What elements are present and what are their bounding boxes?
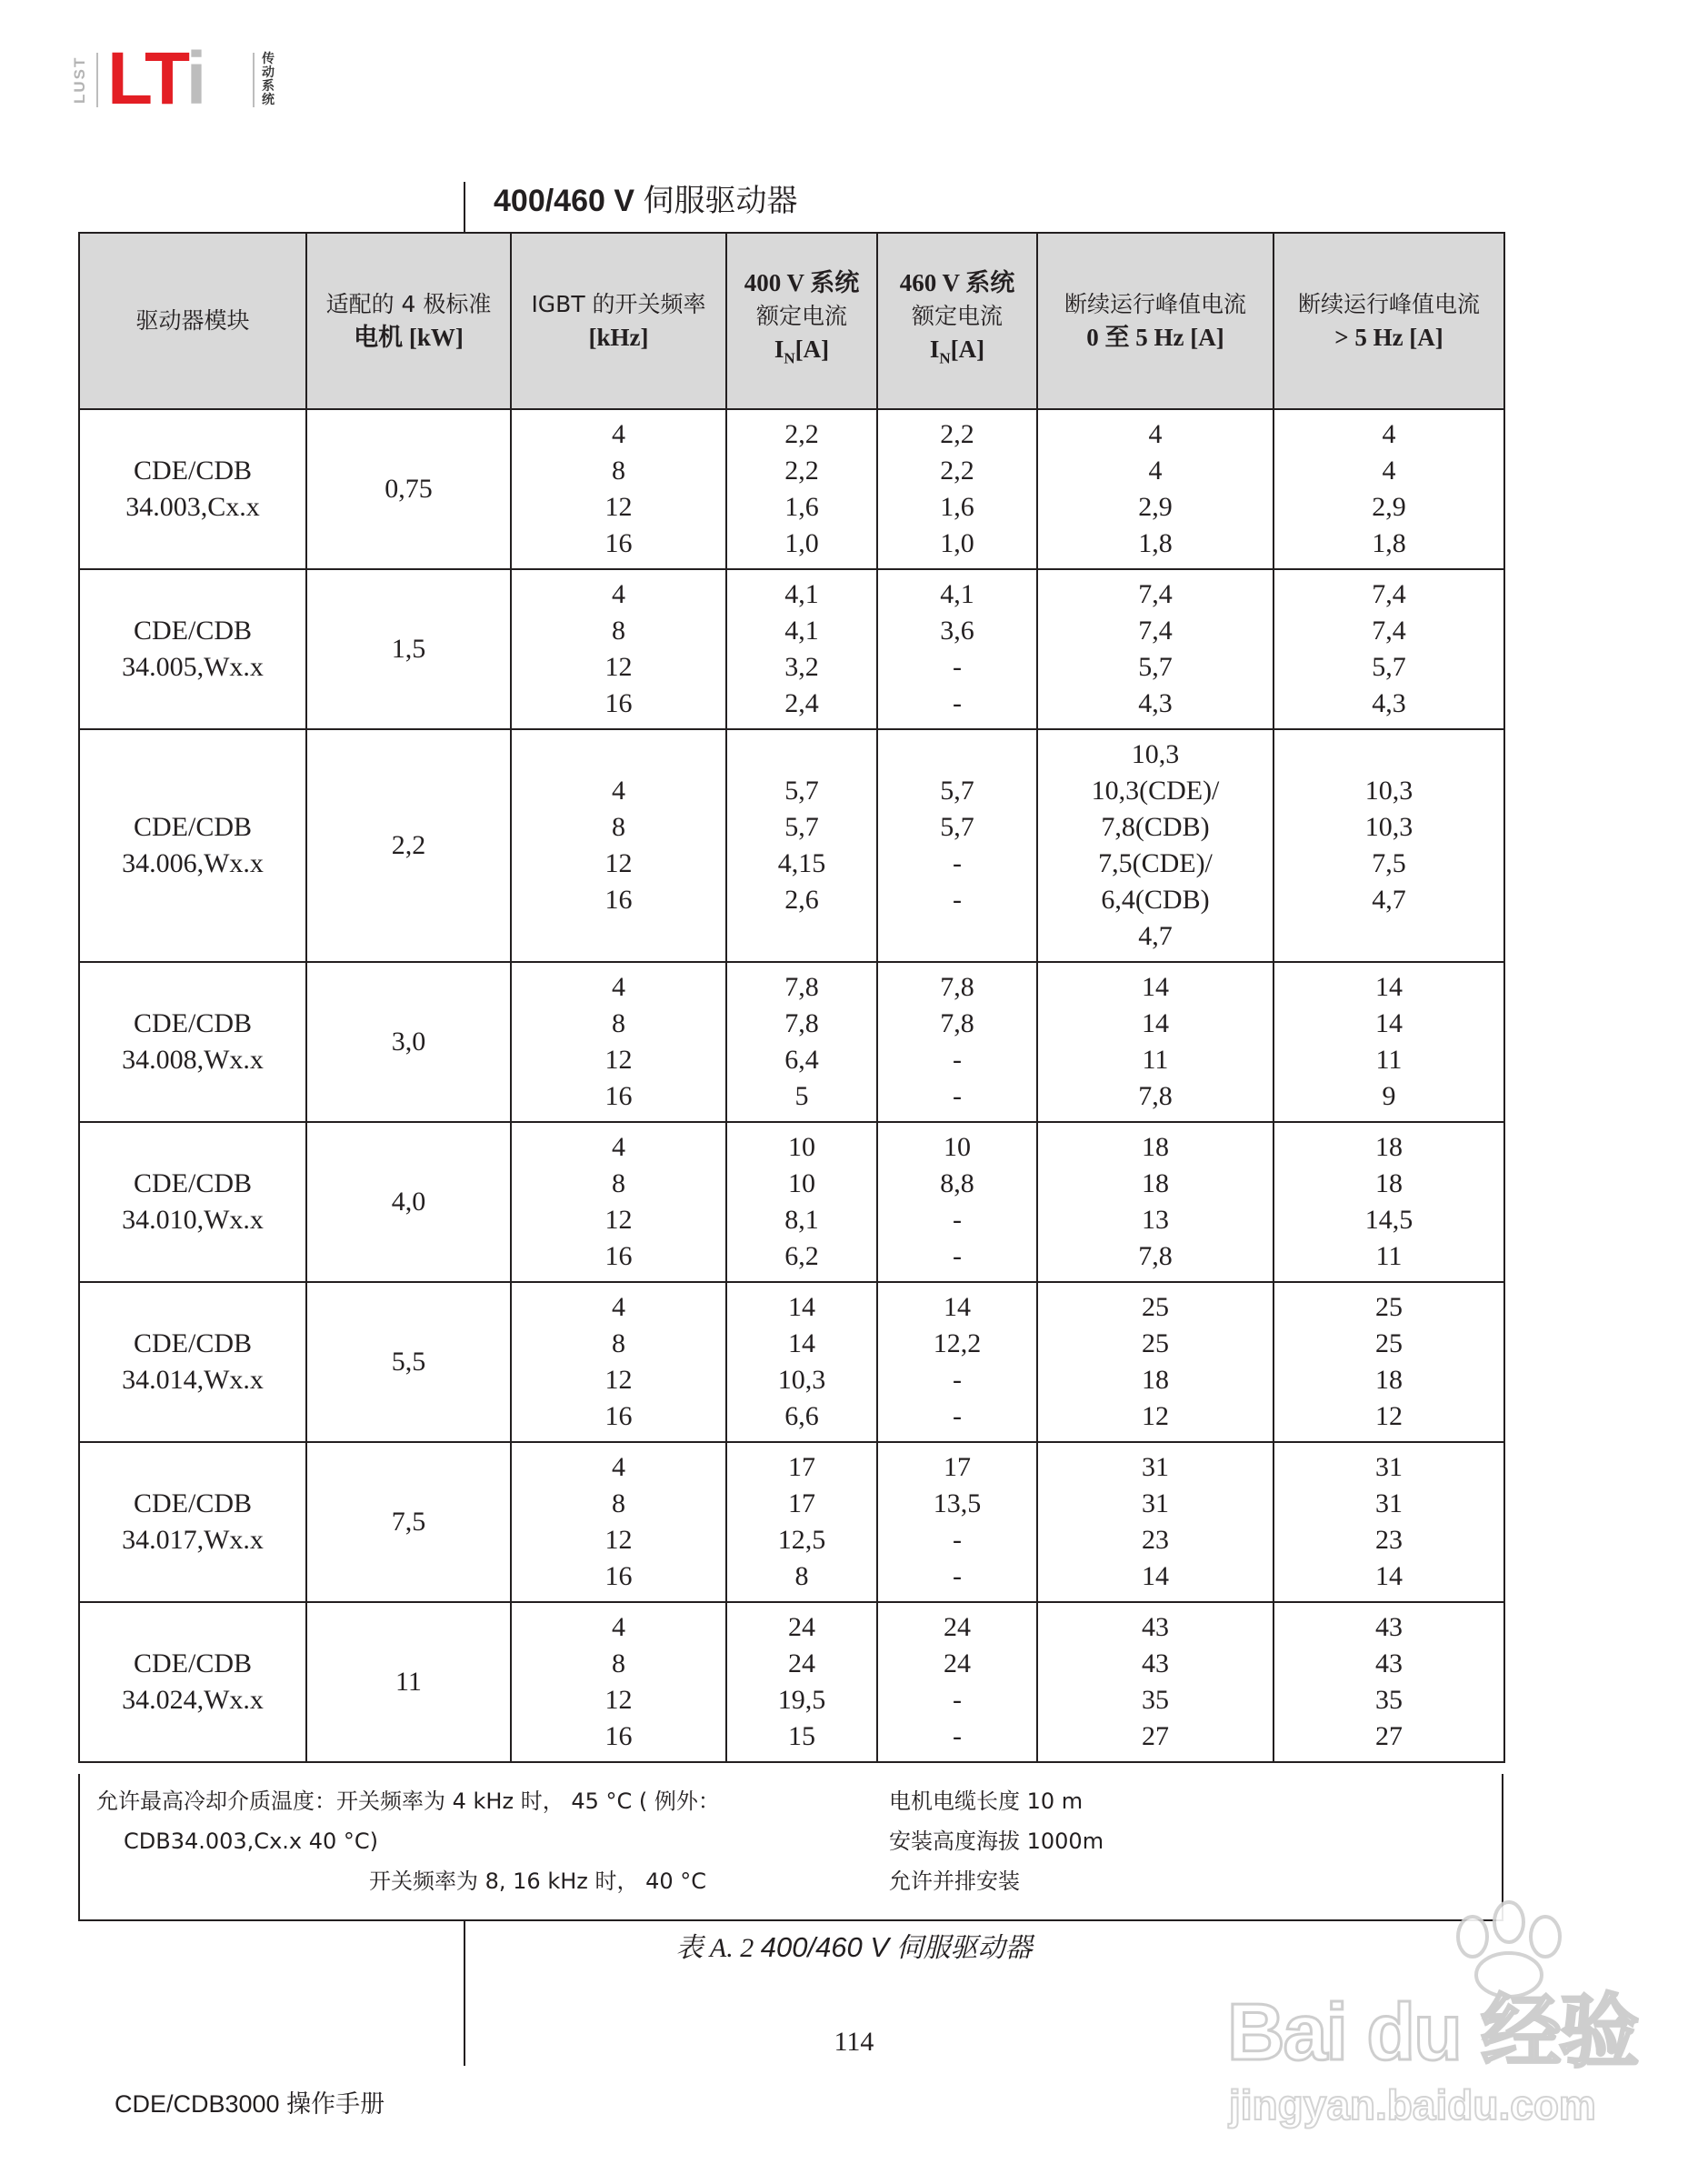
header-peak-current-high: 断续运行峰值电流 > 5 Hz [A] bbox=[1274, 233, 1504, 409]
cell-model: CDE/CDB 34.017,Wx.x bbox=[79, 1442, 306, 1602]
note-line: 安装高度海拔 1000m bbox=[889, 1828, 1104, 1854]
header-460v-current: 460 V 系统 额定电流 $I_N[A]$ bbox=[877, 233, 1037, 409]
logo-side-text: LUST bbox=[71, 55, 88, 105]
logo-mark-main: LT bbox=[107, 37, 186, 120]
cell-frequency: 4 8 12 16 bbox=[511, 409, 726, 569]
header-motor: 适配的 4 极标准 电机 [kW] bbox=[306, 233, 511, 409]
logo-divider bbox=[96, 53, 98, 107]
caption-text: 伺服驱动器 bbox=[889, 1933, 1033, 1963]
cell-460v-current: 4,1 3,6 - - bbox=[877, 569, 1037, 729]
cell-model: CDE/CDB 34.010,Wx.x bbox=[79, 1122, 306, 1282]
logo-mark-tail: i bbox=[185, 37, 205, 120]
cell-400v-current: 17 17 12,5 8 bbox=[726, 1442, 877, 1602]
cell-model: CDE/CDB 34.005,Wx.x bbox=[79, 569, 306, 729]
cell-peak-low: 10,3 10,3(CDE)/ 7,8(CDB) 7,5(CDE)/ 6,4(CDB) 4,7 bbox=[1037, 729, 1274, 962]
cell-460v-current: 7,8 7,8 - - bbox=[877, 962, 1037, 1122]
table-row bbox=[79, 409, 1504, 569]
header-400v-current: 400 V 系统 额定电流 $I_N[A]$ bbox=[726, 233, 877, 409]
paw-icon bbox=[1418, 1900, 1600, 2000]
cell-motor: 3,0 bbox=[306, 962, 511, 1122]
table-row bbox=[79, 729, 1504, 962]
note-line: 开关频率为 8, 16 kHz 时， 40 °C bbox=[369, 1868, 707, 1894]
header-peak-current-low: 断续运行峰值电流 0 至 5 Hz [A] bbox=[1037, 233, 1274, 409]
cell-frequency: 4 8 12 16 bbox=[511, 729, 726, 962]
cell-peak-low: 43 43 35 27 bbox=[1037, 1602, 1274, 1762]
cell-frequency: 4 8 12 16 bbox=[511, 1122, 726, 1282]
header-switching-frequency: IGBT 的开关频率 [kHz] bbox=[511, 233, 726, 409]
cell-peak-high: 7,4 7,4 5,7 4,3 bbox=[1274, 569, 1504, 729]
watermark-brand: Bai du 经验 bbox=[1227, 1987, 1638, 2077]
cell-frequency: 4 8 12 16 bbox=[511, 1282, 726, 1442]
cell-frequency: 4 8 12 16 bbox=[511, 1442, 726, 1602]
cell-model: CDE/CDB 34.006,Wx.x bbox=[79, 729, 306, 962]
footer-title: CDE/CDB3000 操作手册 bbox=[115, 2090, 385, 2118]
page-number: 114 bbox=[834, 2027, 874, 2057]
cell-peak-high: 10,3 10,3 7,5 4,7 bbox=[1274, 729, 1504, 962]
cell-peak-high: 25 25 18 12 bbox=[1274, 1282, 1504, 1442]
cell-frequency: 4 8 12 16 bbox=[511, 569, 726, 729]
cell-400v-current: 4,1 4,1 3,2 2,4 bbox=[726, 569, 877, 729]
cell-model: CDE/CDB 34.008,Wx.x bbox=[79, 962, 306, 1122]
cell-460v-current: 2,2 2,2 1,6 1,0 bbox=[877, 409, 1037, 569]
header-module: 驱动器模块 bbox=[79, 233, 306, 409]
baidu-watermark bbox=[1218, 1900, 1645, 2137]
caption-prefix: 表 A. 2 bbox=[675, 1933, 761, 1963]
note-line: CDB34.003,Cx.x 40 °C) bbox=[124, 1828, 379, 1854]
note-line: 允许最高冷却介质温度：开关频率为 4 kHz 时， 45 °C ( 例外： bbox=[96, 1788, 720, 1814]
table-row bbox=[79, 1122, 1504, 1282]
cell-460v-current: 5,7 5,7 - - bbox=[877, 729, 1037, 962]
table-row bbox=[79, 1602, 1504, 1762]
table-notes bbox=[78, 1774, 1503, 1921]
cell-460v-current: 14 12,2 - - bbox=[877, 1282, 1037, 1442]
cell-460v-current: 10 8,8 - - bbox=[877, 1122, 1037, 1282]
cell-motor: 5,5 bbox=[306, 1282, 511, 1442]
cell-peak-low: 4 4 2,9 1,8 bbox=[1037, 409, 1274, 569]
cell-peak-high: 31 31 23 14 bbox=[1274, 1442, 1504, 1602]
cell-model: CDE/CDB 34.024,Wx.x bbox=[79, 1602, 306, 1762]
cell-motor: 7,5 bbox=[306, 1442, 511, 1602]
cell-motor: 1,5 bbox=[306, 569, 511, 729]
cell-motor: 11 bbox=[306, 1602, 511, 1762]
cell-peak-low: 14 14 11 7,8 bbox=[1037, 962, 1274, 1122]
logo-mark bbox=[107, 37, 205, 120]
cell-model: CDE/CDB 34.014,Wx.x bbox=[79, 1282, 306, 1442]
cell-400v-current: 24 24 19,5 15 bbox=[726, 1602, 877, 1762]
cell-motor: 0,75 bbox=[306, 409, 511, 569]
table-row bbox=[79, 569, 1504, 729]
margin-rule bbox=[464, 182, 465, 232]
table-row bbox=[79, 1282, 1504, 1442]
cell-peak-low: 31 31 23 14 bbox=[1037, 1442, 1274, 1602]
cell-motor: 2,2 bbox=[306, 729, 511, 962]
cell-peak-high: 18 18 14,5 11 bbox=[1274, 1122, 1504, 1282]
logo-divider bbox=[253, 53, 255, 107]
cell-400v-current: 7,8 7,8 6,4 5 bbox=[726, 962, 877, 1122]
cell-400v-current: 5,7 5,7 4,15 2,6 bbox=[726, 729, 877, 962]
cell-460v-current: 17 13,5 - - bbox=[877, 1442, 1037, 1602]
notes-right bbox=[889, 1781, 1104, 1901]
watermark-url: jingyan.baidu.com bbox=[1229, 2081, 1596, 2129]
cell-frequency: 4 8 12 16 bbox=[511, 1602, 726, 1762]
note-line: 电机电缆长度 10 m bbox=[889, 1788, 1084, 1814]
cell-model: CDE/CDB 34.003,Cx.x bbox=[79, 409, 306, 569]
drive-spec-table bbox=[78, 232, 1505, 1763]
caption-number: 400/460 V bbox=[760, 1931, 890, 1963]
cell-400v-current: 14 14 10,3 6,6 bbox=[726, 1282, 877, 1442]
cell-peak-high: 4 4 2,9 1,8 bbox=[1274, 409, 1504, 569]
logo-tagline: 传动系统 bbox=[262, 52, 275, 107]
cell-peak-high: 14 14 11 9 bbox=[1274, 962, 1504, 1122]
cell-400v-current: 2,2 2,2 1,6 1,0 bbox=[726, 409, 877, 569]
section-title-number: 400/460 V bbox=[494, 184, 635, 218]
cell-frequency: 4 8 12 16 bbox=[511, 962, 726, 1122]
note-line: 允许并排安装 bbox=[889, 1868, 1020, 1894]
table-header-row bbox=[79, 233, 1504, 409]
cell-peak-high: 43 43 35 27 bbox=[1274, 1602, 1504, 1762]
cell-peak-low: 25 25 18 12 bbox=[1037, 1282, 1274, 1442]
cell-peak-low: 7,4 7,4 5,7 4,3 bbox=[1037, 569, 1274, 729]
section-title bbox=[494, 178, 797, 224]
table-row bbox=[79, 1442, 1504, 1602]
table-row bbox=[79, 962, 1504, 1122]
cell-460v-current: 24 24 - - bbox=[877, 1602, 1037, 1762]
cell-peak-low: 18 18 13 7,8 bbox=[1037, 1122, 1274, 1282]
cell-400v-current: 10 10 8,1 6,2 bbox=[726, 1122, 877, 1282]
notes-left bbox=[96, 1781, 896, 1901]
cell-motor: 4,0 bbox=[306, 1122, 511, 1282]
section-title-text: 伺服驱动器 bbox=[634, 184, 798, 218]
